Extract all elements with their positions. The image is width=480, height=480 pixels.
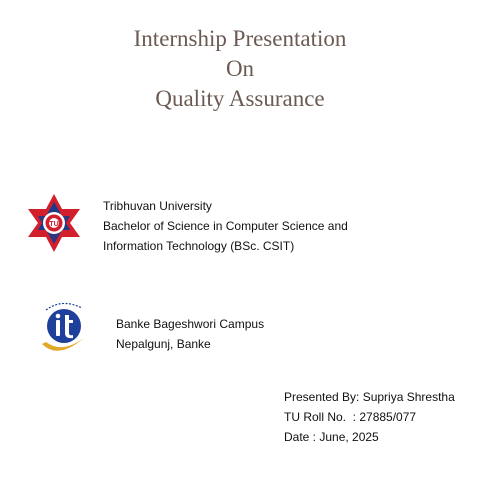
campus-logo-icon bbox=[38, 298, 88, 360]
svg-text:TU: TU bbox=[49, 221, 59, 228]
university-info bbox=[103, 196, 348, 256]
campus-location: Nepalgunj, Banke bbox=[116, 337, 211, 351]
presentation-date: Date : June, 2025 bbox=[284, 430, 379, 444]
campus-name: Banke Bageshwori Campus bbox=[116, 317, 265, 331]
tribhuvan-university-emblem-icon bbox=[24, 192, 84, 254]
program-line-2: Information Technology (BSc. CSIT) bbox=[103, 239, 295, 253]
title-line-3: Quality Assurance bbox=[155, 86, 325, 111]
title-line-2: On bbox=[225, 56, 255, 81]
presented-by: Presented By: Supriya Shrestha bbox=[284, 390, 455, 404]
program-line-1: Bachelor of Science in Computer Science and bbox=[103, 219, 348, 233]
presenter-info bbox=[284, 387, 455, 447]
university-name: Tribhuvan University bbox=[103, 199, 212, 213]
title-line-1: Internship Presentation bbox=[133, 26, 347, 51]
slide-title bbox=[0, 24, 480, 114]
roll-number: TU Roll No. : 27885/077 bbox=[284, 410, 417, 424]
campus-info bbox=[116, 314, 264, 354]
